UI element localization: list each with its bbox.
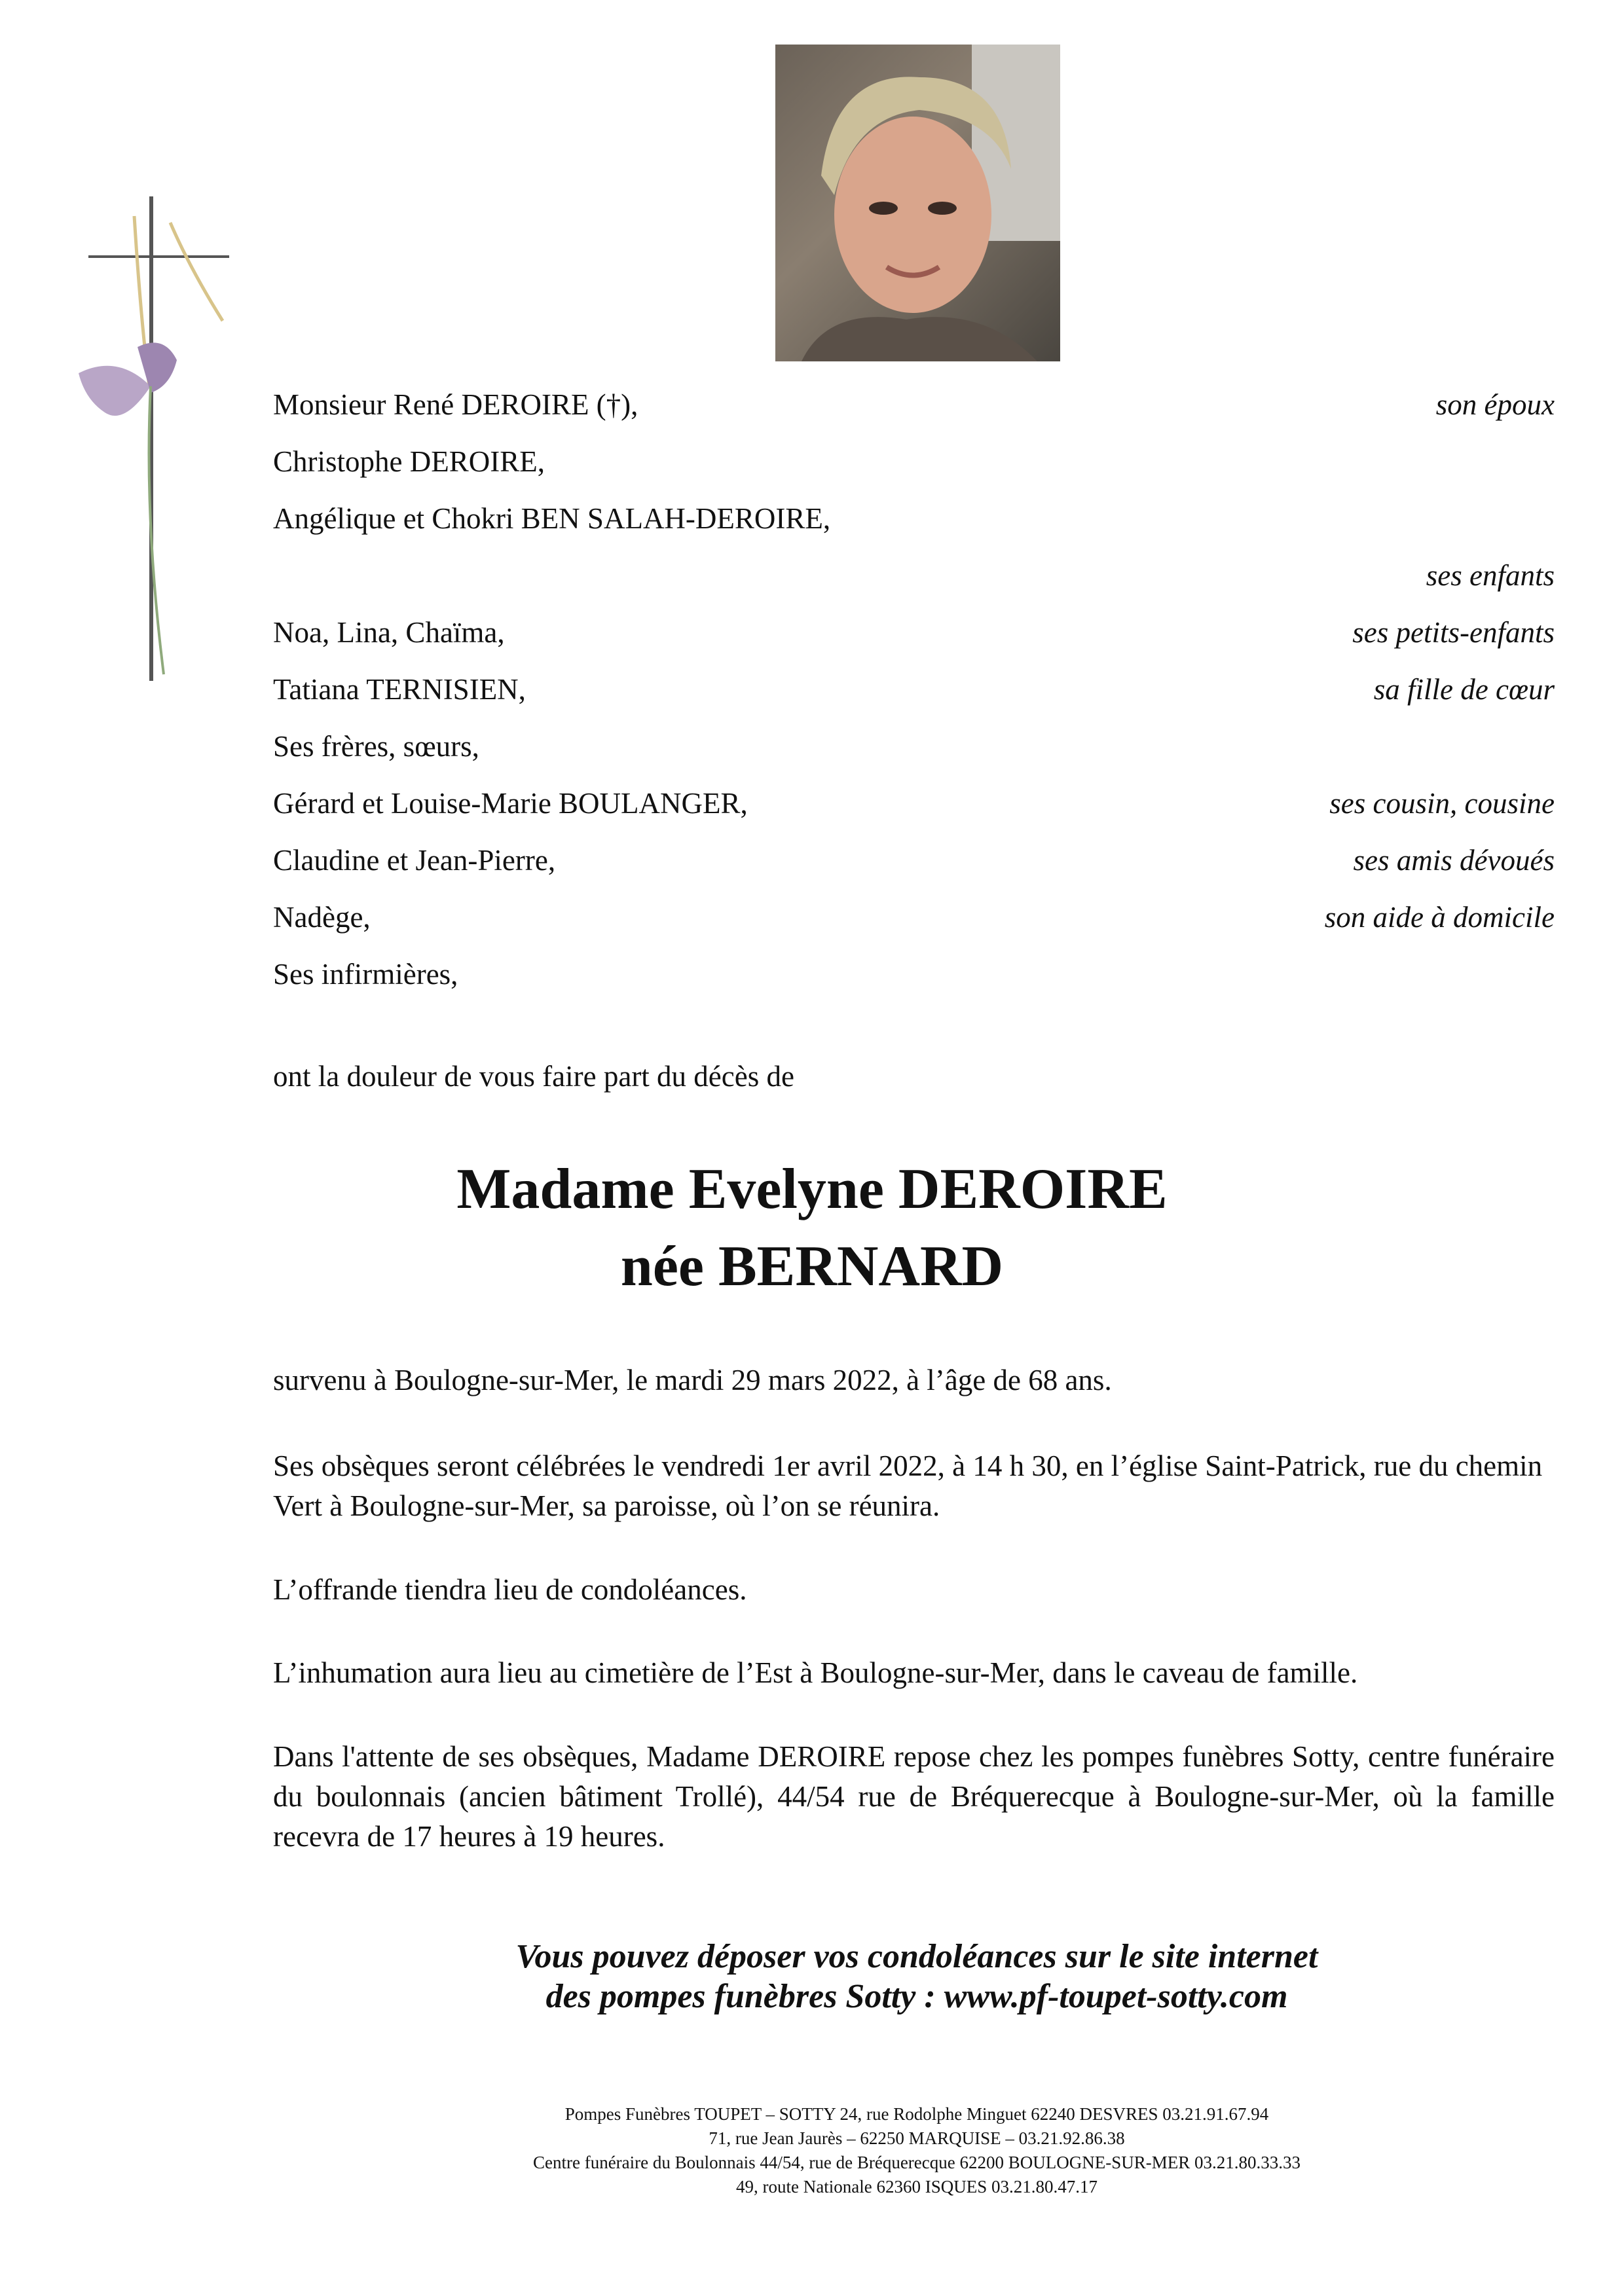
- family-row: [273, 442, 1555, 481]
- death-paragraph: survenu à Boulogne-sur-Mer, le mardi 29 mars 2022, à l’âge de 68 ans.: [273, 1364, 1112, 1396]
- family-member-name: Monsieur René DEROIRE (†),: [273, 388, 638, 421]
- family-row: [273, 841, 1555, 880]
- condolences-line-2: des pompes funèbres Sotty : www.pf-toupet-sotty.com: [545, 1978, 1288, 2015]
- family-member-name: Ses infirmières,: [273, 958, 458, 991]
- family-member-name: Christophe DEROIRE,: [273, 445, 545, 478]
- footer-line: Pompes Funèbres TOUPET – SOTTY 24, rue Rodolphe Minguet 62240 DESVRES 03.21.91.67.94: [564, 2104, 1269, 2124]
- family-row: [273, 784, 1555, 823]
- family-relation: sa fille de cœur: [1373, 673, 1555, 706]
- portrait-photo: [775, 45, 1060, 361]
- family-relation: son époux: [1435, 388, 1555, 421]
- family-row: [273, 727, 1555, 766]
- family-relation: ses cousin, cousine: [1329, 787, 1555, 820]
- condolences-line-1: Vous pouvez déposer vos condoléances sur le site internet: [515, 1938, 1318, 1975]
- family-row: [273, 898, 1555, 937]
- family-member-name: Gérard et Louise-Marie BOULANGER,: [273, 787, 748, 820]
- family-row: [273, 385, 1555, 424]
- family-member-name: Claudine et Jean-Pierre,: [273, 844, 556, 877]
- family-row: [273, 670, 1555, 709]
- rest-paragraph: Dans l'attente de ses obsèques, Madame DEROIRE repose chez les pompes funèbres Sotty, centre funéraire du boulonnais (ancien bâtiment Trollé), 44/54 rue de Bréquerecque à Boulogne-sur-Mer, où la famille recevra de 17 heures à 19 heures.: [273, 1740, 1555, 1853]
- family-member-name: Nadège,: [273, 901, 371, 934]
- deceased-name: Madame Evelyne DEROIRE: [456, 1157, 1168, 1221]
- family-row: [273, 556, 1555, 595]
- footer-line: 49, route Nationale 62360 ISQUES 03.21.80.47.17: [736, 2177, 1098, 2196]
- deceased-maiden-name: née BERNARD: [620, 1235, 1004, 1298]
- family-row: [273, 613, 1555, 652]
- family-member-name: Noa, Lina, Chaïma,: [273, 616, 505, 649]
- offering-paragraph: L’offrande tiendra lieu de condoléances.: [273, 1573, 747, 1606]
- family-member-name: Angélique et Chokri BEN SALAH-DEROIRE,: [273, 502, 831, 535]
- family-member-name: Tatiana TERNISIEN,: [273, 673, 526, 706]
- footer-line: Centre funéraire du Boulonnais 44/54, rue de Bréquerecque 62200 BOULOGNE-SUR-MER 03.21.80.33.33: [532, 2153, 1301, 2172]
- family-member-name: Ses frères, sœurs,: [273, 730, 479, 763]
- family-row: [273, 499, 1555, 538]
- family-relation: son aide à domicile: [1324, 901, 1555, 934]
- cross-lily-decoration: [65, 190, 242, 687]
- family-row: [273, 955, 1555, 994]
- footer-line: 71, rue Jean Jaurès – 62250 MARQUISE – 03.21.92.86.38: [709, 2128, 1125, 2148]
- burial-paragraph: L’inhumation aura lieu au cimetière de l’Est à Boulogne-sur-Mer, dans le caveau de famille.: [273, 1656, 1358, 1689]
- funeral-paragraph: Ses obsèques seront célébrées le vendredi 1er avril 2022, à 14 h 30, en l’église Saint-Patrick, rue du chemin Vert à Boulogne-sur-Mer, sa paroisse, où l’on se réunira.: [273, 1449, 1543, 1522]
- intro-text: ont la douleur de vous faire part du décès de: [273, 1060, 794, 1093]
- family-relation: ses amis dévoués: [1353, 844, 1555, 877]
- family-relation: ses petits-enfants: [1352, 616, 1555, 649]
- family-relation: ses enfants: [1426, 559, 1555, 592]
